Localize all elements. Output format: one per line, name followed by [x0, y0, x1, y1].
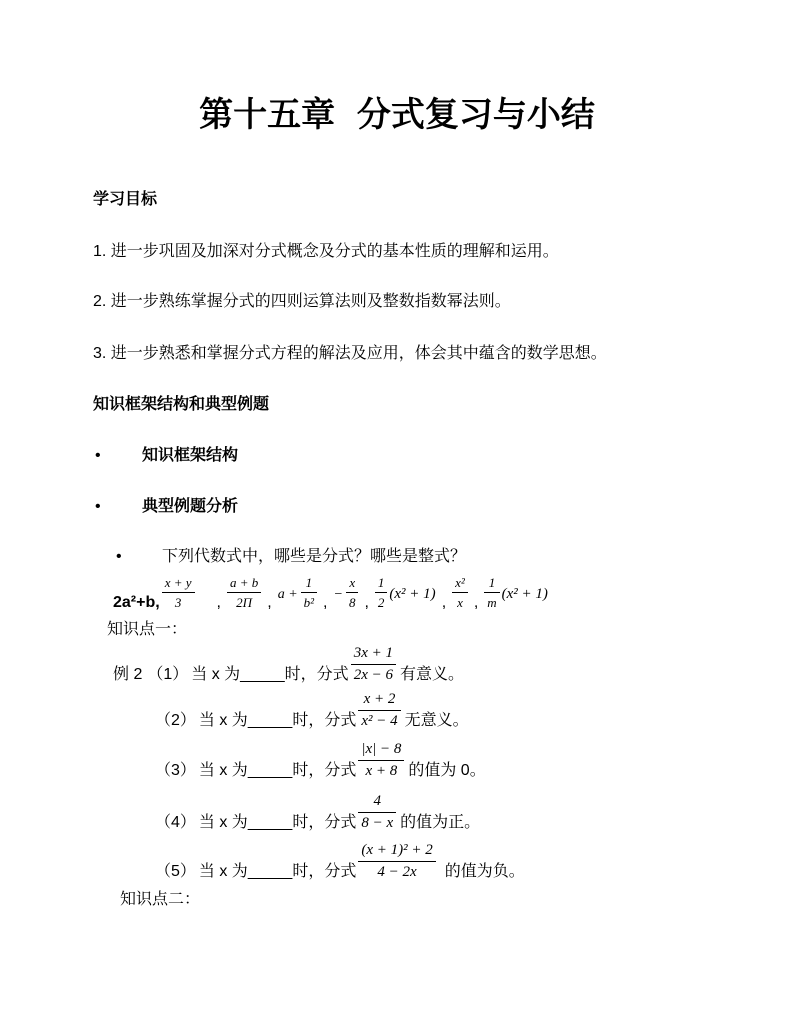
expression-fraction-4	[346, 573, 359, 612]
question-middle: 时，分式	[292, 863, 357, 880]
denominator: x	[457, 595, 463, 610]
example-index: （5）	[155, 863, 196, 880]
numerator: 4	[358, 791, 396, 813]
sub-bullet-icon: •	[116, 548, 122, 565]
numerator: (x + 1)² + 2	[358, 840, 435, 862]
separator: ,	[216, 594, 221, 611]
numerator: x	[346, 573, 359, 593]
expression-polynomial: 2a²+b,	[113, 594, 160, 611]
expression-factor: (x² + 1)	[501, 586, 548, 602]
question-middle: 时，分式	[284, 666, 349, 683]
numerator: x + 2	[358, 689, 400, 711]
expression-fraction-3	[301, 573, 317, 612]
expression-fraction-5	[375, 573, 388, 612]
knowledge-point-one: 知识点一：	[107, 621, 188, 638]
denominator: 4 − 2x	[377, 864, 417, 880]
separator: ,	[323, 594, 328, 611]
framework-heading: 知识框架结构和典型例题	[93, 396, 270, 413]
answer-blank: _____	[247, 814, 293, 831]
question-suffix: 无意义。	[404, 712, 469, 729]
denominator: 8 − x	[361, 815, 394, 831]
answer-blank: _____	[247, 762, 293, 779]
example-fraction	[358, 739, 404, 782]
expression-fraction-2	[227, 573, 261, 612]
denominator: 3	[174, 595, 182, 610]
numerator: 3x + 1	[351, 643, 396, 665]
example-index: （1）	[147, 666, 189, 683]
separator: ,	[473, 594, 479, 611]
separator: ,	[441, 594, 447, 611]
denominator: x + 8	[365, 763, 398, 779]
answer-blank: _____	[240, 666, 285, 683]
expression-prefix: a +	[277, 587, 298, 602]
numerator: x + y	[162, 573, 195, 593]
denominator: x² − 4	[361, 713, 398, 729]
denominator: m	[487, 595, 497, 610]
example-fraction	[358, 689, 400, 732]
example-fraction	[358, 791, 396, 834]
question-prefix: 当 x 为	[198, 762, 248, 779]
example-fraction	[351, 643, 396, 686]
bullet-framework-structure: 知识框架结构	[142, 447, 239, 464]
classification-question: 下列代数式中，哪些是分式？哪些是整式？	[162, 548, 467, 565]
expression-fraction-1	[162, 573, 195, 612]
expression-factor: (x² + 1)	[389, 586, 436, 602]
example-row-1	[113, 643, 464, 686]
denominator: 8	[348, 595, 356, 610]
example-label: 例 2	[113, 666, 143, 683]
question-prefix: 当 x 为	[198, 814, 248, 831]
question-suffix: 有意义。	[399, 666, 464, 683]
question-middle: 时，分式	[292, 712, 357, 729]
expression-prefix: −	[333, 587, 343, 602]
bullet-icon: •	[95, 447, 101, 464]
denominator: b²	[303, 595, 315, 610]
separator: ,	[364, 594, 369, 611]
page-title: 第十五章 分式复习与小结	[199, 95, 595, 135]
example-row-4	[155, 791, 480, 834]
question-suffix: 的值为 0。	[408, 762, 486, 779]
expression-row	[113, 573, 548, 615]
denominator: 2Π	[236, 595, 253, 610]
question-prefix: 当 x 为	[198, 712, 248, 729]
question-prefix: 当 x 为	[191, 666, 241, 683]
example-index: （3）	[155, 762, 196, 779]
answer-blank: _____	[247, 863, 293, 880]
example-row-5	[155, 840, 525, 883]
numerator: x²	[452, 573, 468, 593]
objectives-heading: 学习目标	[93, 191, 158, 208]
denominator: 2	[377, 595, 385, 610]
numerator: 1	[375, 573, 388, 593]
bullet-icon: •	[95, 498, 101, 515]
example-row-2	[155, 689, 469, 732]
question-prefix: 当 x 为	[198, 863, 248, 880]
bullet-example-analysis: 典型例题分析	[142, 498, 239, 515]
numerator: |x| − 8	[358, 739, 404, 761]
separator: ,	[267, 594, 272, 611]
answer-blank: _____	[247, 712, 293, 729]
objective-item-2: 2. 进一步熟练掌握分式的四则运算法则及整数指数幂法则。	[93, 293, 511, 310]
numerator: a + b	[227, 573, 261, 593]
numerator: 1	[301, 573, 317, 593]
numerator: 1	[484, 573, 499, 593]
objective-item-1: 1. 进一步巩固及加深对分式概念及分式的基本性质的理解和运用。	[93, 243, 559, 260]
example-row-3	[155, 739, 486, 782]
expression-fraction-6	[452, 573, 468, 612]
question-middle: 时，分式	[292, 814, 357, 831]
example-index: （2）	[155, 712, 196, 729]
question-middle: 时，分式	[292, 762, 357, 779]
denominator: 2x − 6	[353, 667, 393, 683]
question-suffix: 的值为负。	[444, 863, 525, 880]
knowledge-point-two: 知识点二：	[120, 891, 201, 908]
question-suffix: 的值为正。	[400, 814, 481, 831]
example-index: （4）	[155, 814, 196, 831]
objective-item-3: 3. 进一步熟悉和掌握分式方程的解法及应用，体会其中蕴含的数学思想。	[93, 345, 607, 362]
expression-fraction-7	[484, 573, 499, 612]
example-fraction	[358, 840, 435, 883]
